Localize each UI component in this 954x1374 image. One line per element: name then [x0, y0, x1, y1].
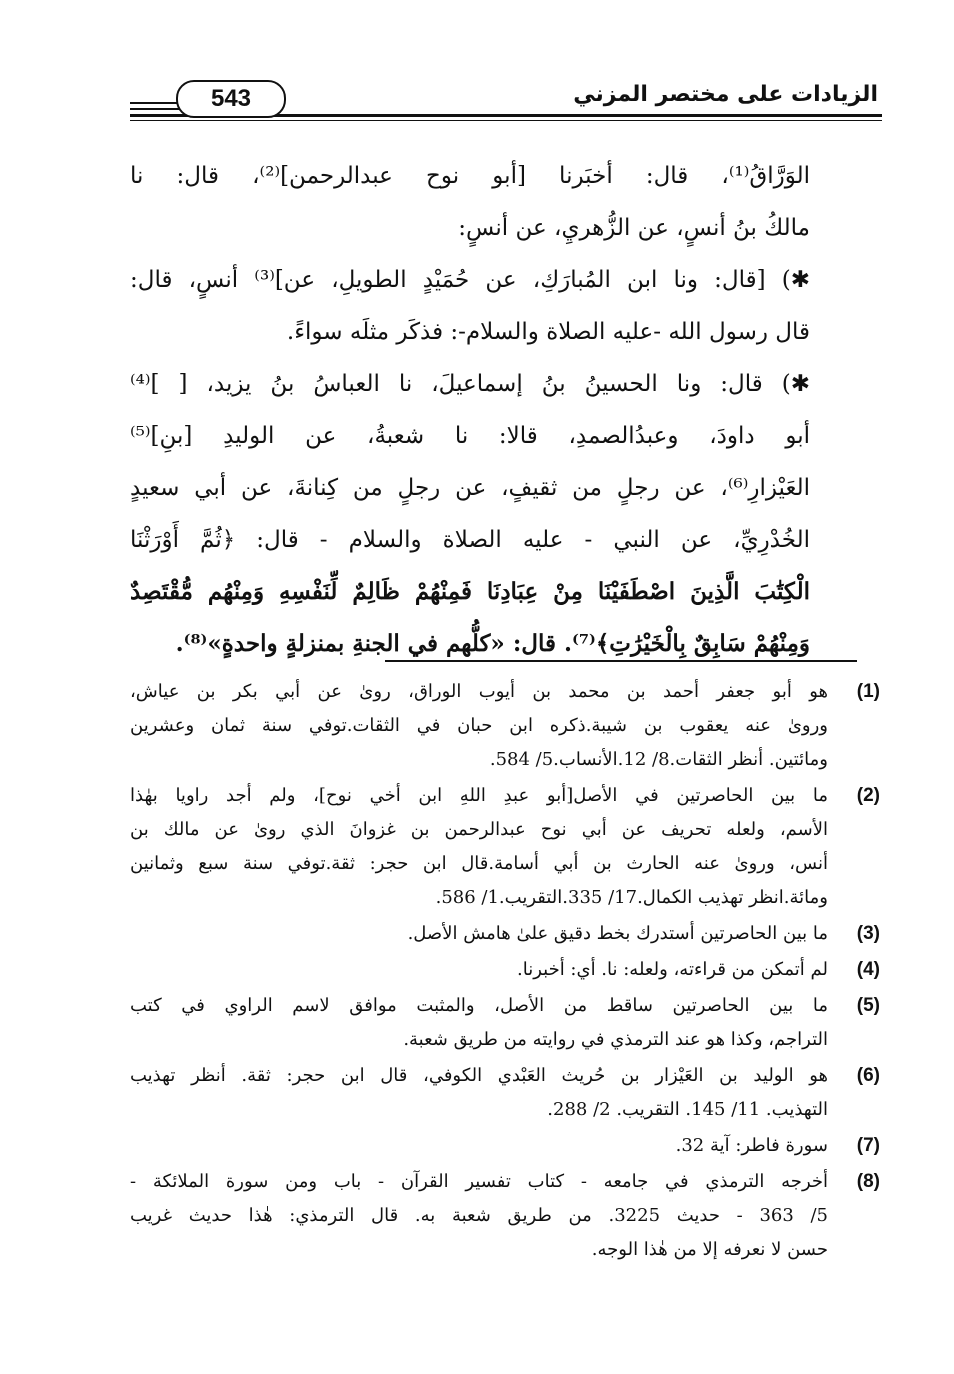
text-line: الوَرَّاقُ⁽¹⁾، قال: أخبَرنا [أبو نوح عبدالرحمن]⁽²⁾، قال: نا: [130, 163, 810, 189]
footnote-number: (8): [856, 1171, 880, 1192]
text-line: مالكُ بنُ أنسٍ، عن الزُّهريِ، عن أنسٍ:: [458, 215, 810, 241]
footnote-2: [130, 779, 880, 915]
footnote-number: (6): [856, 1065, 880, 1086]
footnote-line: ما بين الحاصرتين في الأصل[أبو عبدِ اللهِ ابن أخي نوح]، ولم أجد راويا بهٰذا: [130, 785, 828, 806]
footnote-line: الأسم، ولعله تحريف عن أبي نوح عبدالرحمن بن غزوانَ الذي روىٰ عن مالك بن: [130, 819, 828, 840]
footnote-6: [130, 1059, 880, 1127]
footnote-number: (5): [856, 995, 880, 1016]
quran-verse-line: الْكِتَٰبَ الَّذِينَ اصْطَفَيْنَا مِنْ عِبَادِنَا فَمِنْهُمْ ظَالِمٌ لِّنَفْسِهِ وَمِنْهُم مُّقْتَصِدٌ: [130, 578, 810, 605]
text-line: قال رسول الله -عليه الصلاة والسلام-: فذكَر مثلَه سواءً.: [286, 319, 810, 345]
footnote-line: حسن لا نعرفه إلا من هٰذا الوجه.: [591, 1239, 828, 1260]
footnote-line: التهذيب. 11/ 145. التقريب. 2/ 288.: [547, 1099, 828, 1120]
footnote-line: لم أتمكن من قراءته، ولعله: نا. أي: أخبرنا.: [516, 959, 828, 980]
text-line: العَيْزارِ⁽⁶⁾، عن رجلٍ من ثقيفٍ، عن رجلٍ من كِنانةَ، عن أبي سعيدٍ: [130, 475, 810, 501]
quran-verse-line: وَمِنْهُمْ سَابِقٌ بِالْخَيْرَٰتِ﴾⁽⁷⁾. قال: «كلُّهم في الجنةِ بمنزلةٍ واحدةٍ»⁽⁸⁾.: [175, 630, 810, 657]
footnote-line: ما بين الحاصرتين ساقط من الأصل، والمثبت موافق لاسم الراوي في كتب: [130, 995, 828, 1016]
text-line: أبو داودَ، وعبدُالصمدِ، قالا: نا شعبةُ، عن الوليدِ [بنِ]⁽⁵⁾: [130, 423, 810, 449]
footnotes: [130, 675, 880, 1267]
header-rule-thin: [130, 120, 882, 121]
footnote-4: [130, 953, 880, 987]
running-title: الزيادات على مختصر المزني: [573, 82, 878, 107]
text-line: ✱) [قال: ونا ابن المُبارَكِ، عن حُمَيْدٍ الطويلِ، عن]⁽³⁾ أنسٍ، قال:: [130, 267, 810, 293]
page-number: 543: [176, 80, 286, 118]
footnote-7: [130, 1129, 880, 1163]
main-text: [130, 150, 810, 670]
footnote-line: أخرجه الترمذي في جامعه - كتاب تفسير القرآن - باب ومن سورة الملائكة -: [130, 1171, 828, 1192]
footnote-line: ومائة.انظر تهذيب الكمال.17/ 335.التقريب.1/ 586.: [435, 887, 828, 908]
footnote-number: (7): [856, 1135, 880, 1156]
footnote-5: [130, 989, 880, 1057]
footnote-number: (2): [856, 785, 880, 806]
footnote-number: (4): [856, 959, 880, 980]
footnote-line: ما بين الحاصرتين أستدرك بخط دقيق علىٰ هامش الأصل.: [407, 923, 828, 944]
footnote-line: ومائتين. أنظر الثقات.8/ 12.الأنساب.5/ 584.: [489, 749, 828, 770]
page-header: [130, 78, 882, 124]
footnote-line: التراجم، وكذا هو عند الترمذي في روايته من طريق شعبة.: [403, 1029, 828, 1050]
footnote-line: وروىٰ عنه يعقوب بن شيبة.ذكره ابن حبان في الثقات.توفي سنة ثمان وعشرين: [130, 715, 828, 736]
text-line: الخُدْرِيِّ، عن النبي - عليه الصلاة والسلام - قال: ﴿ثُمَّ أَوْرَثْنَا: [130, 527, 810, 553]
footnote-line: هو أبو جعفر أحمد بن محمد بن أيوب الوراق، روىٰ عن أبي بكر بن عياش،: [130, 681, 828, 702]
footnote-line: 5/ 363 - حديث 3225. من طريق شعبة به. قال الترمذي: هٰذا حديث غريب: [130, 1205, 828, 1226]
footnote-line: سورة فاطر: آية 32.: [675, 1135, 828, 1156]
footnote-number: (3): [856, 923, 880, 944]
footnote-8: [130, 1165, 880, 1267]
footnote-divider: [385, 660, 857, 662]
footnote-1: [130, 675, 880, 777]
text-line: ✱) قال: ونا الحسينُ بنُ إسماعيلَ، نا العباسُ بنُ يزيد، [ ]⁽⁴⁾: [130, 371, 810, 397]
footnote-line: هو الوليد بن العَيْزار بن حُريث العَبْدي الكوفي، قال ابن حجر: ثقة. أنظر تهذيب: [130, 1065, 828, 1086]
footnote-3: [130, 917, 880, 951]
footnote-number: (1): [856, 681, 880, 702]
footnote-line: أنس، وروىٰ عنه الحارث بن أبي أسامة.قال ابن حجر: ثقة.توفي سنة سبع وثمانين: [130, 853, 828, 874]
